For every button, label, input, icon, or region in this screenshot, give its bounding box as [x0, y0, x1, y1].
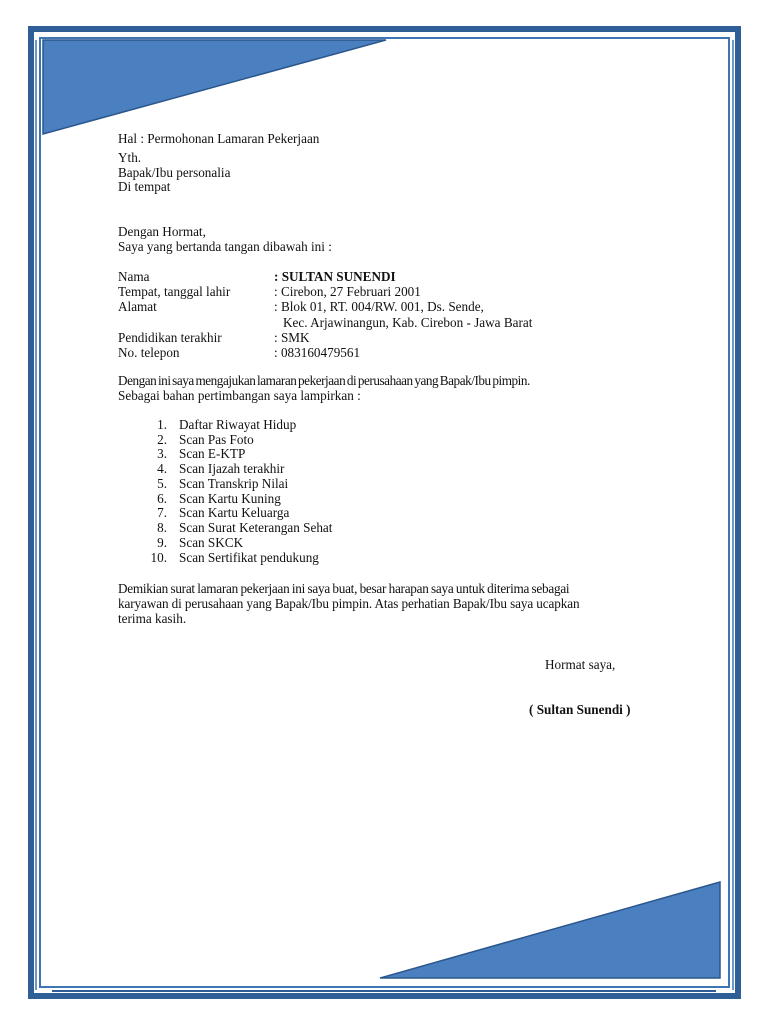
recipient-yth: Yth.: [118, 150, 142, 165]
address-value-1: : Blok 01, RT. 004/RW. 001, Ds. Sende,: [274, 299, 484, 314]
list-item: Scan Pas Foto: [179, 432, 254, 447]
phone-value: : 083160479561: [274, 345, 361, 360]
birth-label: Tempat, tanggal lahir: [118, 284, 231, 299]
body-line-1: Dengan ini saya mengajukan lamaran pekerjaan di perusahaan yang Bapak/Ibu pimpin.: [118, 373, 530, 388]
education-value: : SMK: [274, 330, 310, 345]
list-item: Scan Sertifikat pendukung: [179, 550, 319, 565]
phone-label: No. telepon: [118, 345, 180, 360]
list-item-number: 8.: [157, 520, 167, 535]
greeting: Dengan Hormat,: [118, 224, 206, 239]
list-item: Scan Kartu Kuning: [179, 491, 281, 506]
closing-line-3: terima kasih.: [118, 611, 187, 626]
list-item-number: 5.: [157, 476, 167, 491]
recipient-place: Di tempat: [118, 179, 171, 194]
list-item: Scan SKCK: [179, 535, 244, 550]
list-item-number: 10.: [150, 550, 167, 565]
birth-value: : Cirebon, 27 Februari 2001: [274, 284, 421, 299]
recipient-name: Bapak/Ibu personalia: [118, 165, 231, 180]
list-item-number: 3.: [157, 446, 167, 461]
list-item: Scan Ijazah terakhir: [179, 461, 285, 476]
signoff: Hormat saya,: [545, 657, 616, 672]
list-item-number: 7.: [157, 505, 167, 520]
list-item-number: 6.: [157, 491, 167, 506]
name-label: Nama: [118, 269, 150, 284]
address-value-2: Kec. Arjawinangun, Kab. Cirebon - Jawa Barat: [283, 315, 533, 330]
name-value: : SULTAN SUNENDI: [274, 269, 396, 284]
list-item: Scan Surat Keterangan Sehat: [179, 520, 333, 535]
closing-line-2: karyawan di perusahaan yang Bapak/Ibu pimpin. Atas perhatian Bapak/Ibu saya ucapkan: [118, 596, 580, 611]
address-label: Alamat: [118, 299, 157, 314]
list-item-number: 2.: [157, 432, 167, 447]
intro-text: Saya yang bertanda tangan dibawah ini :: [118, 239, 332, 254]
education-label: Pendidikan terakhir: [118, 330, 222, 345]
list-item: Scan Kartu Keluarga: [179, 505, 290, 520]
list-item-number: 9.: [157, 535, 167, 550]
list-item: Daftar Riwayat Hidup: [179, 417, 297, 432]
body-line-2: Sebagai bahan pertimbangan saya lampirkan :: [118, 388, 361, 403]
list-item-number: 1.: [157, 417, 167, 432]
list-item: Scan E-KTP: [179, 446, 246, 461]
subject-line: Hal : Permohonan Lamaran Pekerjaan: [118, 131, 320, 146]
closing-line-1: Demikian surat lamaran pekerjaan ini saya buat, besar harapan saya untuk diterima sebagai: [118, 581, 570, 596]
signature-name: ( Sultan Sunendi ): [529, 702, 631, 717]
list-item: Scan Transkrip Nilai: [179, 476, 289, 491]
list-item-number: 4.: [157, 461, 167, 476]
